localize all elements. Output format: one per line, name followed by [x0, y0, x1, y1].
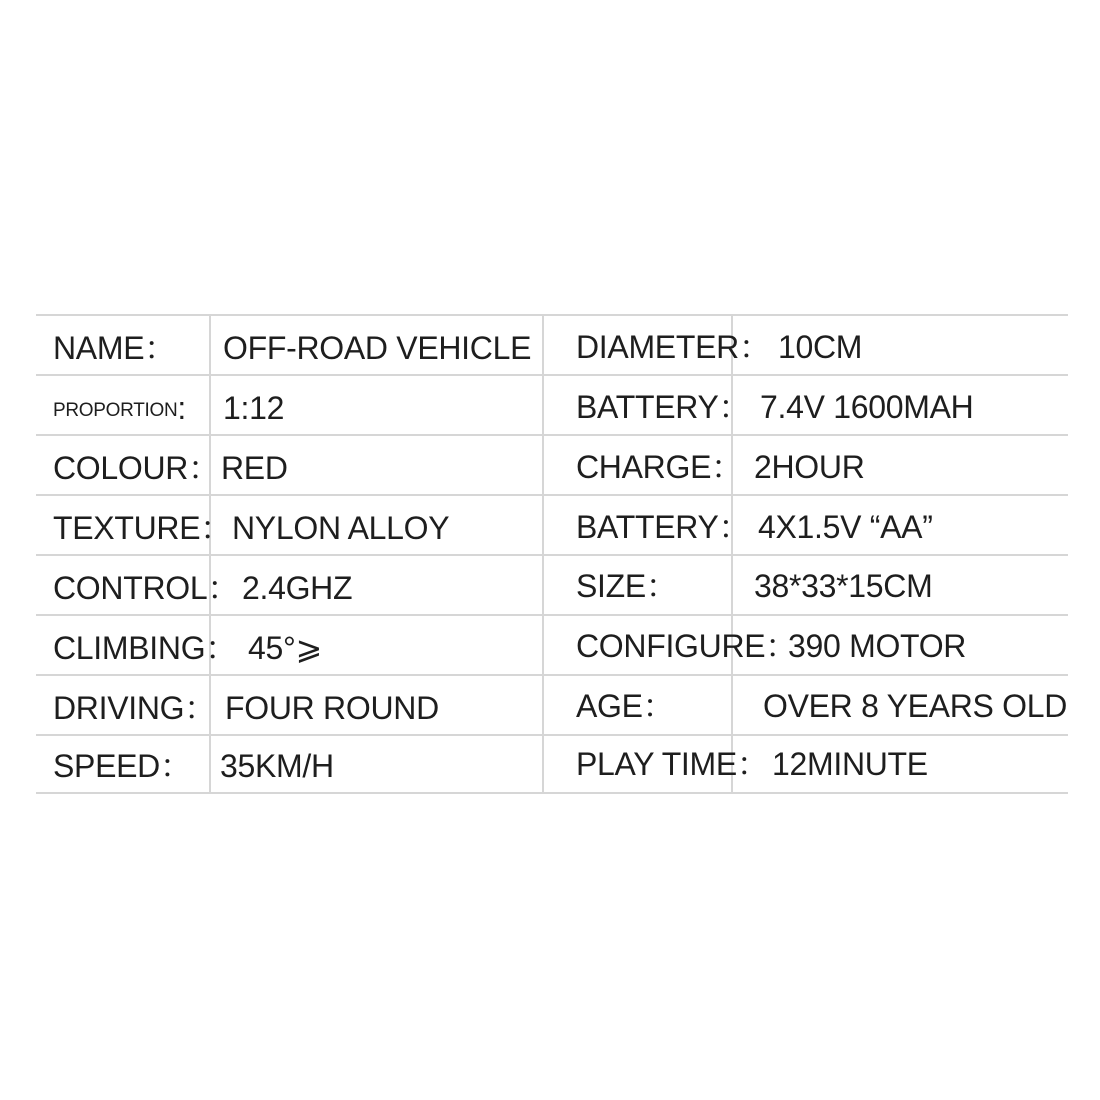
spec-value-speed: 35KM/H: [220, 748, 334, 784]
spec-value-configure: 390 MOTOR: [788, 628, 967, 664]
spec-label-climbing: CLIMBING：: [53, 630, 237, 666]
spec-value-proportion: 1:12: [223, 390, 285, 426]
spec-label-proportion-colon: :: [177, 390, 186, 426]
spec-label-colour: COLOUR：: [53, 450, 220, 486]
spec-value-texture: NYLON ALLOY: [232, 510, 450, 546]
spec-label-speed: SPEED：: [53, 748, 192, 784]
spec-value-size: 38*33*15CM: [754, 568, 933, 604]
spec-label-configure: CONFIGURE：: [576, 628, 798, 664]
spec-label-proportion-text: PROPORTION: [53, 400, 178, 421]
row-divider: [36, 374, 1068, 376]
spec-label-play-time: PLAY TIME：: [576, 746, 769, 782]
spec-value-control: 2.4GHZ: [242, 570, 353, 606]
spec-value-climbing: 45°⩾: [248, 630, 323, 666]
spec-value-diameter: 10CM: [778, 329, 863, 365]
spec-value-driving: FOUR ROUND: [225, 690, 439, 726]
spec-table: [36, 314, 1068, 794]
spec-value-colour: RED: [221, 450, 288, 486]
spec-value-age: OVER 8 YEARS OLD: [763, 688, 1068, 724]
spec-label-battery: BATTERY：: [576, 389, 751, 425]
spec-value-battery-aa: 4X1.5V “AA”: [758, 509, 933, 545]
column-divider: [542, 314, 544, 794]
spec-label-charge: CHARGE：: [576, 449, 743, 485]
spec-label-diameter: DIAMETER：: [576, 329, 771, 365]
spec-label-name: NAME：: [53, 330, 176, 366]
spec-value-charge: 2HOUR: [754, 449, 865, 485]
spec-label-driving: DRIVING：: [53, 690, 216, 726]
spec-label-texture: TEXTURE：: [53, 510, 232, 546]
spec-label-battery-aa: BATTERY：: [576, 509, 751, 545]
spec-label-size: SIZE：: [576, 568, 678, 604]
spec-label-control: CONTROL：: [53, 570, 240, 606]
spec-label-age: AGE：: [576, 688, 675, 724]
row-divider: [36, 314, 1068, 316]
spec-value-play-time: 12MINUTE: [772, 746, 928, 782]
spec-value-name: OFF-ROAD VEHICLE: [223, 330, 532, 366]
spec-value-battery: 7.4V 1600MAH: [760, 389, 974, 425]
spec-label-proportion: [53, 378, 186, 438]
